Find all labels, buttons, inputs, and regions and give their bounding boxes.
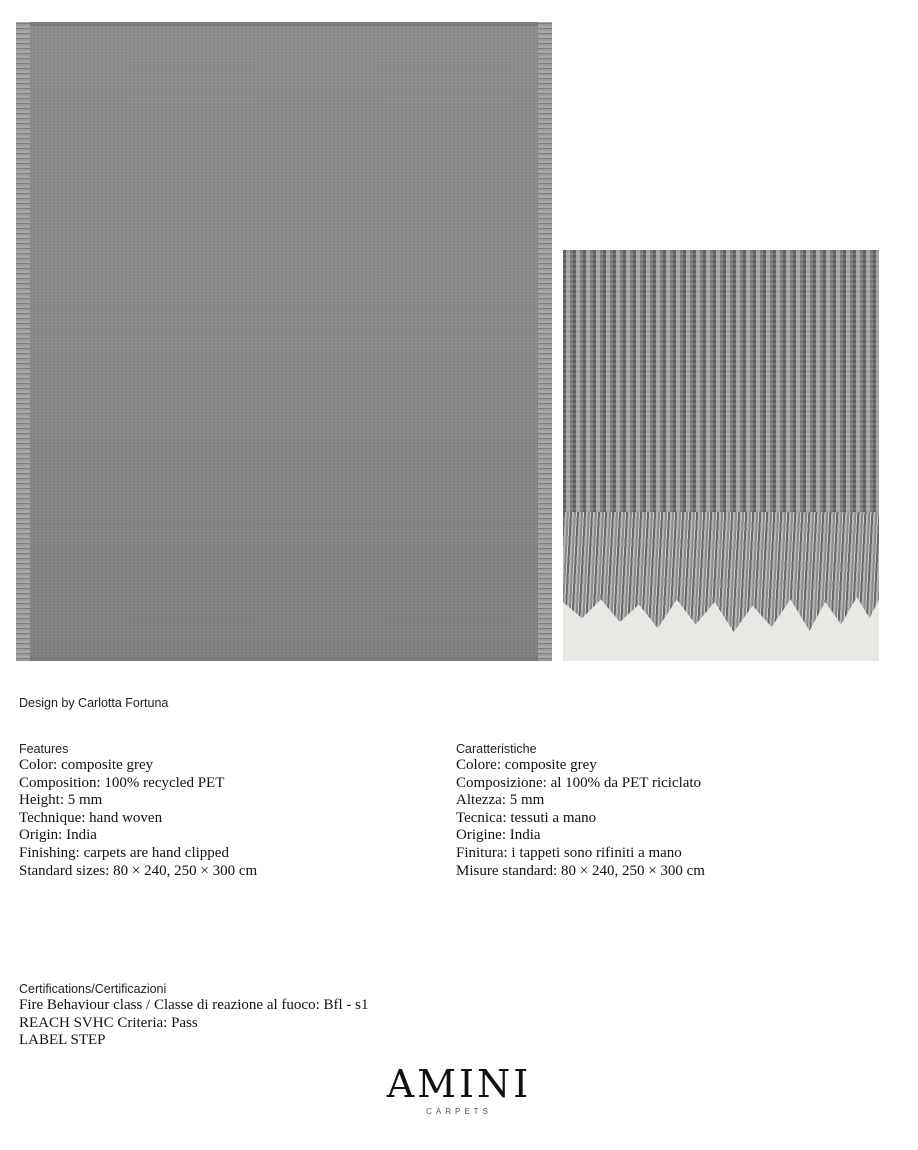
logo-wordmark: AMINI — [386, 1062, 532, 1106]
rug-fringe-right — [538, 22, 552, 661]
feature-line: Height: 5 mm — [19, 792, 103, 809]
features-heading: Features — [19, 742, 69, 756]
certification-line: REACH SVHC Criteria: Pass — [19, 1014, 198, 1031]
certification-line: Fire Behaviour class / Classe di reazione al fuoco: Bfl - s1 — [19, 997, 369, 1013]
certification-line: LABEL STEP — [19, 1032, 106, 1049]
brand-logo — [0, 1064, 918, 1116]
caratteristica-line: Misure standard: 80 × 240, 250 × 300 cm — [456, 862, 705, 879]
rug-detail-image — [563, 250, 879, 661]
caratteristica-line: Colore: composite grey — [456, 757, 597, 773]
rug-edge-top — [30, 22, 538, 26]
feature-line: Technique: hand woven — [19, 809, 163, 826]
design-credit: Design by Carlotta Fortuna — [19, 696, 169, 710]
features-section — [19, 742, 257, 880]
weave-ribs — [563, 250, 879, 520]
caratteristiche-heading: Caratteristiche — [456, 742, 537, 756]
rug-product-image — [20, 22, 548, 661]
logo-subtitle: CARPETS — [426, 1107, 492, 1116]
fringe-tassels — [563, 512, 879, 637]
certifications-heading: Certifications/Certificazioni — [19, 982, 167, 996]
caratteristica-line: Composizione: al 100% da PET riciclato — [456, 774, 702, 791]
rug-edge-bottom — [30, 657, 538, 661]
feature-line: Finishing: carpets are hand clipped — [19, 844, 229, 861]
caratteristica-line: Origine: India — [456, 827, 541, 844]
feature-line: Color: composite grey — [19, 757, 154, 773]
feature-line: Composition: 100% recycled PET — [19, 774, 225, 791]
certifications-section — [19, 982, 369, 1050]
caratteristica-line: Altezza: 5 mm — [456, 792, 545, 809]
feature-line: Standard sizes: 80 × 240, 250 × 300 cm — [19, 862, 258, 879]
feature-line: Origin: India — [19, 827, 97, 844]
caratteristica-line: Tecnica: tessuti a mano — [456, 809, 597, 826]
rug-fringe-left — [16, 22, 30, 661]
caratteristica-line: Finitura: i tappeti sono rifiniti a mano — [456, 844, 682, 861]
caratteristiche-section — [456, 742, 705, 880]
